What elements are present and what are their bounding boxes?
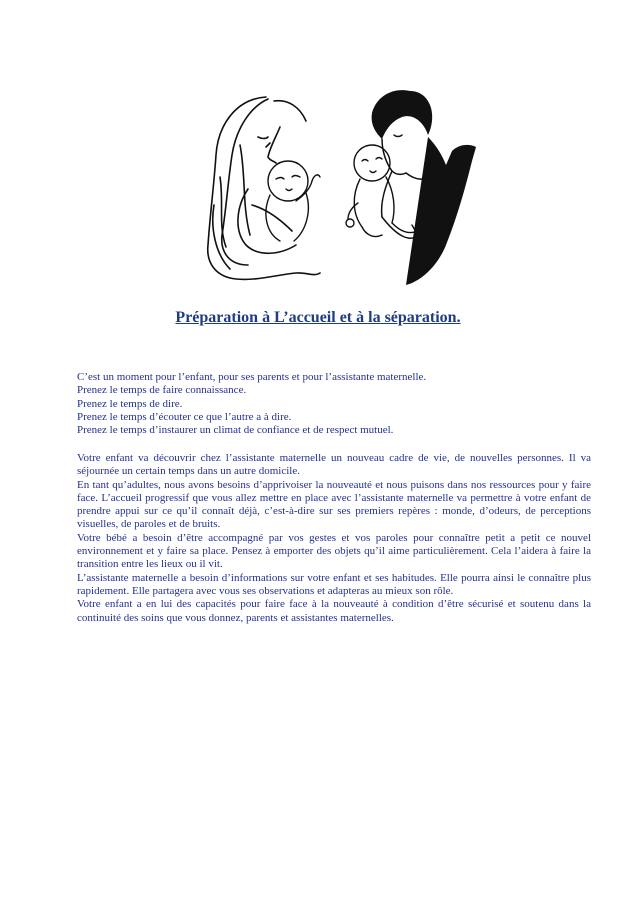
baby-with-father-icon — [346, 145, 421, 259]
page-title: Préparation à L’accueil et à la séparation. — [175, 309, 461, 326]
paragraph: L’assistante maternelle a besoin d’informations sur votre enfant et ses habitudes. Elle pourra ainsi le connaître plus rapidement. Elle partagera avec vous ses observations et adapteras au mieux son rôle. — [77, 571, 591, 597]
paragraph: Votre bébé a besoin d’être accompagné par vos gestes et vos paroles pour connaître petit a petit ce nouvel environnement et y faire sa place. Pensez à emporter des objets qu’il aime particulièrement. Cela l’aidera à faire la transition entre les lieux ou il vit. — [77, 531, 591, 571]
intro-line: C’est un moment pour l’enfant, pour ses parents et pour l’assistante maternelle. — [77, 371, 427, 383]
paragraph: En tant qu’adultes, nous avons besoins d’apprivoiser la nouveauté et nous puisons dans nos ressources pour y faire face. L’accueil progressif que vous allez mettre en place avec l’assistante maternelle va permettre à votre enfant de prendre appui sur ce qu’il connaît déjà, c’est-à-dire sur ses premiers repères : monde, d’odeurs, de perceptions visuelles, de paroles et de bruits. — [77, 478, 591, 531]
parents-with-baby-illustration — [196, 85, 482, 290]
intro-line: Prenez le temps de dire. — [77, 397, 183, 410]
mother-figure-icon — [208, 97, 320, 279]
father-figure-icon — [372, 90, 476, 285]
baby-with-mother-icon — [266, 161, 320, 241]
paragraph: Votre enfant a en lui des capacités pour faire face à la nouveauté à condition d’être sécurisé et soutenu dans la continuité des soins que vous donnez, parents et assistantes maternelles. — [77, 598, 591, 624]
intro-line: Prenez le temps d’écouter ce que l’autre a à dire. — [77, 410, 292, 423]
body-text — [77, 452, 591, 625]
paragraph: Votre enfant va découvrir chez l’assistante maternelle un nouveau cadre de vie, de nouvelles personnes. Il va séjournée un certain temps dans un autre domicile. — [77, 452, 591, 478]
intro-lines — [77, 371, 591, 437]
intro-line: Prenez le temps de faire connaissance. — [77, 384, 247, 397]
intro-line: Prenez le temps d’instaurer un climat de confiance et de respect mutuel. — [77, 424, 394, 437]
